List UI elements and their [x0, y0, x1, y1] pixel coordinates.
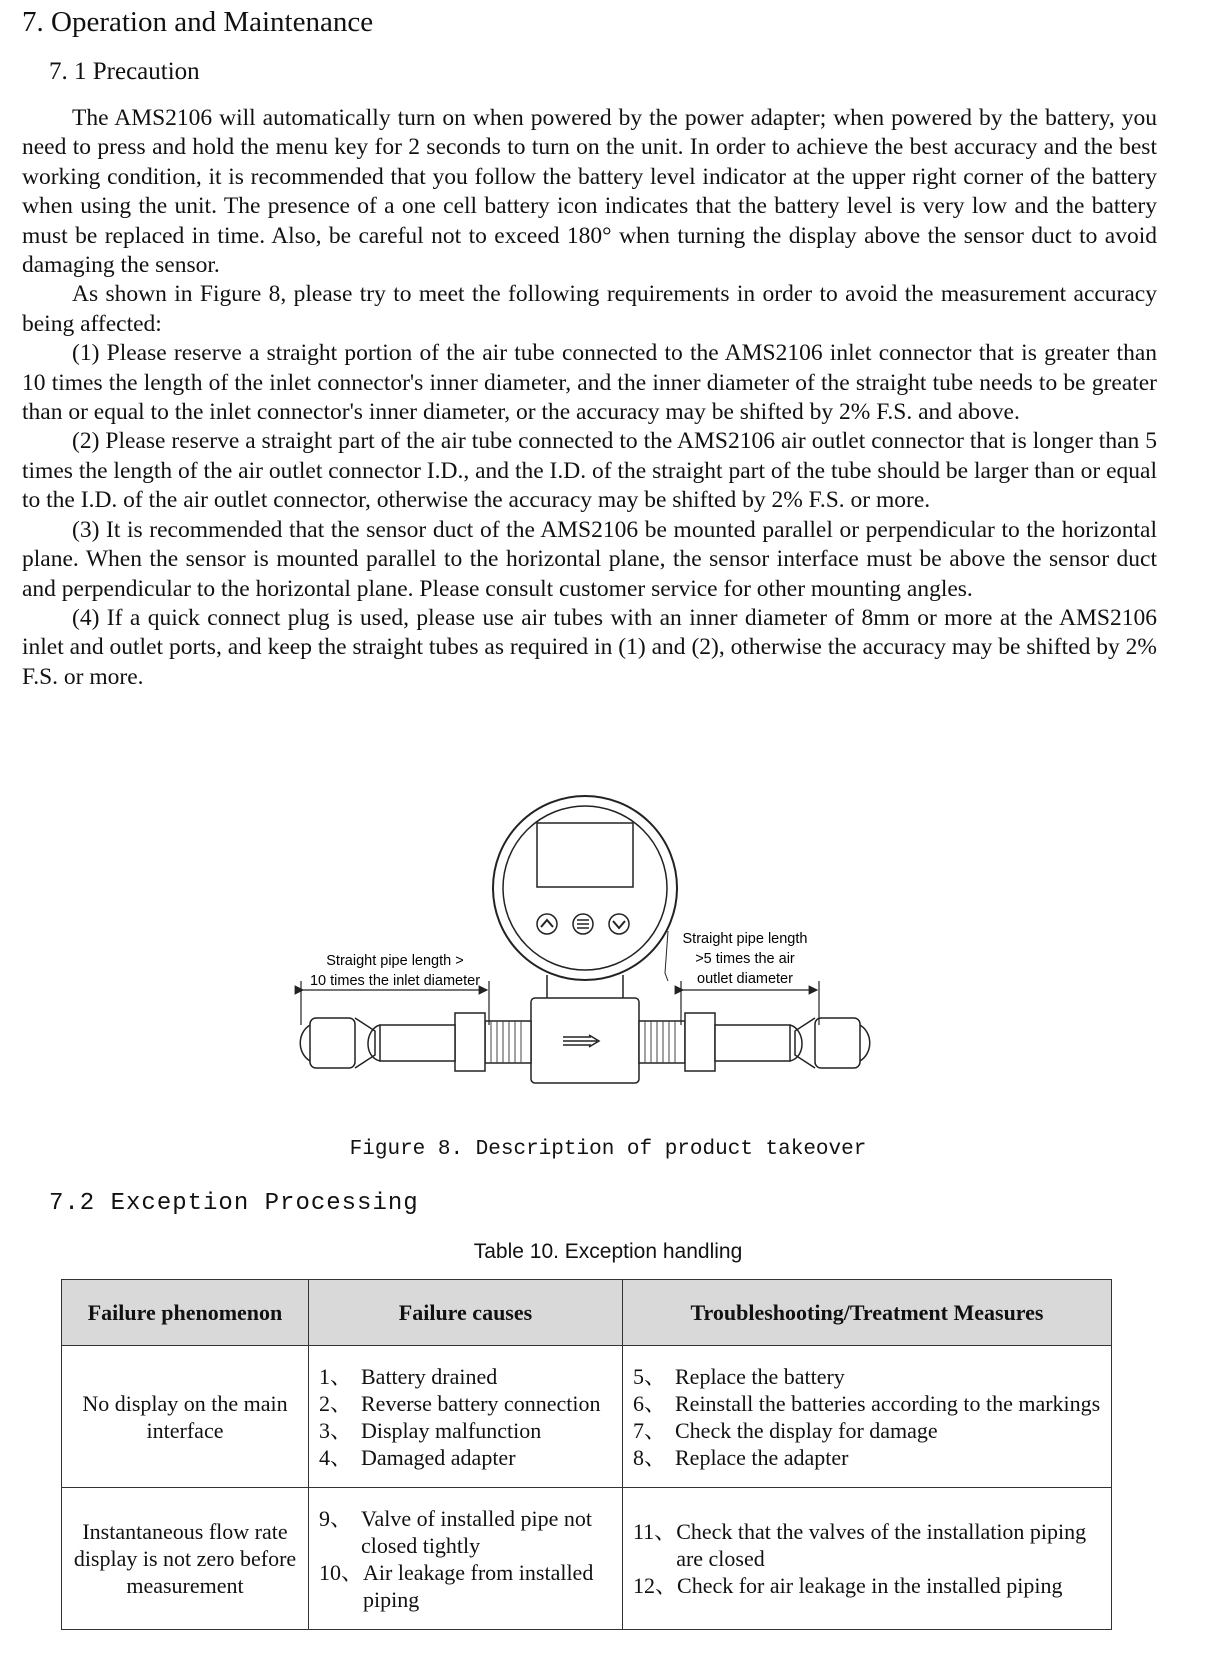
- figure-caption: Figure 8. Description of product takeover: [349, 1138, 867, 1161]
- exception-table: [61, 1279, 1112, 1630]
- up-button-icon: [537, 914, 557, 934]
- menu-button-icon: [573, 914, 593, 934]
- list-item: 3、 Display malfunction: [319, 1417, 542, 1443]
- measures-cell: [623, 1488, 1112, 1630]
- figure-8: [285, 793, 885, 1128]
- list-item: 2、 Reverse battery connection: [319, 1390, 601, 1416]
- table-caption: Table 10. Exception handling: [473, 1240, 743, 1263]
- causes-cell: [309, 1346, 623, 1488]
- measures-cell: [623, 1346, 1112, 1488]
- paragraph: The AMS2106 will automatically turn on when powered by the power adapter; when powered by the battery, you need to press and hold the menu key for 2 seconds to turn on the unit. In order to achieve the best accuracy and the best working condition, it is recommended that you follow the battery level indicator at the upper right corner of the battery when using the unit. The presence of a one cell battery icon indicates that the battery level is very low and the battery must be replaced in time. Also, be careful not to exceed 180° when turning the display above the sensor duct to avoid damaging the sensor.: [22, 105, 1157, 279]
- section-title-precaution: 7. 1 Precaution: [49, 58, 200, 85]
- outlet-label-line-3: outlet diameter: [697, 971, 793, 987]
- section-title-exception: 7.2 Exception Processing: [49, 1190, 419, 1217]
- paragraph: (4) If a quick connect plug is used, please use air tubes with an inner diameter of 8mm or more at the AMS2106 inlet and outlet ports, and keep the straight tubes as required in (1) and (2), otherwise the accuracy may be shifted by 2% F.S. or more.: [22, 604, 1157, 690]
- inlet-connector: [485, 1021, 531, 1063]
- page-heading: 7. Operation and Maintenance: [22, 6, 374, 38]
- outlet-label-line-2: >5 times the air: [695, 951, 795, 967]
- display-screen: [537, 823, 633, 887]
- list-item: 4、 Damaged adapter: [319, 1444, 516, 1470]
- table-row: [62, 1488, 1112, 1630]
- paragraph: (3) It is recommended that the sensor duct of the AMS2106 be mounted parallel or perpendicular to the horizontal plane. When the sensor is mounted parallel to the horizontal plane, the sensor interface must be above the sensor duct and perpendicular to the horizontal plane. Please consult customer service for other mounting angles.: [22, 516, 1157, 602]
- column-header: Failure phenomenon: [62, 1280, 309, 1346]
- list-item: 5、 Replace the battery: [633, 1363, 845, 1389]
- phenomenon-cell: No display on the main interface: [62, 1346, 309, 1488]
- list-item: 9、 Valve of installed pipe not closed tightly: [319, 1505, 592, 1558]
- inlet-pipe: [300, 1018, 455, 1068]
- table-row: [62, 1346, 1112, 1488]
- paragraph: (2) Please reserve a straight part of the air tube connected to the AMS2106 air outlet connector that is longer than 5 times the length of the air outlet connector I.D., and the I.D. of the straight part of the tube should be larger than or equal to the I.D. of the air outlet connector, otherwise the accuracy may be shifted by 2% F.S. or more.: [22, 428, 1157, 514]
- down-button-icon: [609, 914, 629, 934]
- flow-meter-diagram: [285, 793, 885, 1128]
- column-header: Troubleshooting/Treatment Measures: [623, 1280, 1112, 1346]
- paragraph: As shown in Figure 8, please try to meet the following requirements in order to avoid the measurement accuracy being affected:: [22, 281, 1157, 337]
- outlet-pipe: [715, 1018, 870, 1068]
- inlet-label-line-1: Straight pipe length >: [326, 953, 464, 969]
- precaution-body: [22, 104, 1157, 692]
- paragraph: (1) Please reserve a straight portion of the air tube connected to the AMS2106 inlet connector that is greater than 10 times the length of the inlet connector's inner diameter, and the inner diameter of the straight tube needs to be greater than or equal to the inlet connector's inner diameter, or the accuracy may be shifted by 2% F.S. and above.: [22, 340, 1157, 426]
- list-item: 10、 Air leakage from installed piping: [319, 1559, 594, 1612]
- table-header-row: [62, 1280, 1112, 1346]
- outlet-connector: [639, 1021, 685, 1063]
- list-item: 11、 Check that the valves of the installation piping are closed: [633, 1519, 1087, 1571]
- gauge-head: [493, 796, 677, 998]
- list-item: 12、 Check for air leakage in the installed piping: [633, 1573, 1063, 1598]
- inlet-label-line-2: 10 times the inlet diameter: [309, 973, 481, 989]
- causes-cell: [309, 1488, 623, 1630]
- list-item: 6、 Reinstall the batteries according to the markings: [633, 1390, 1101, 1416]
- column-header: Failure causes: [309, 1280, 623, 1346]
- list-item: 7、 Check the display for damage: [633, 1417, 938, 1443]
- outlet-label-line-1: Straight pipe length: [682, 931, 808, 947]
- list-item: 8、 Replace the adapter: [633, 1444, 849, 1470]
- list-item: 1、 Battery drained: [319, 1363, 498, 1389]
- phenomenon-cell: Instantaneous flow rate display is not zero before measurement: [62, 1488, 309, 1630]
